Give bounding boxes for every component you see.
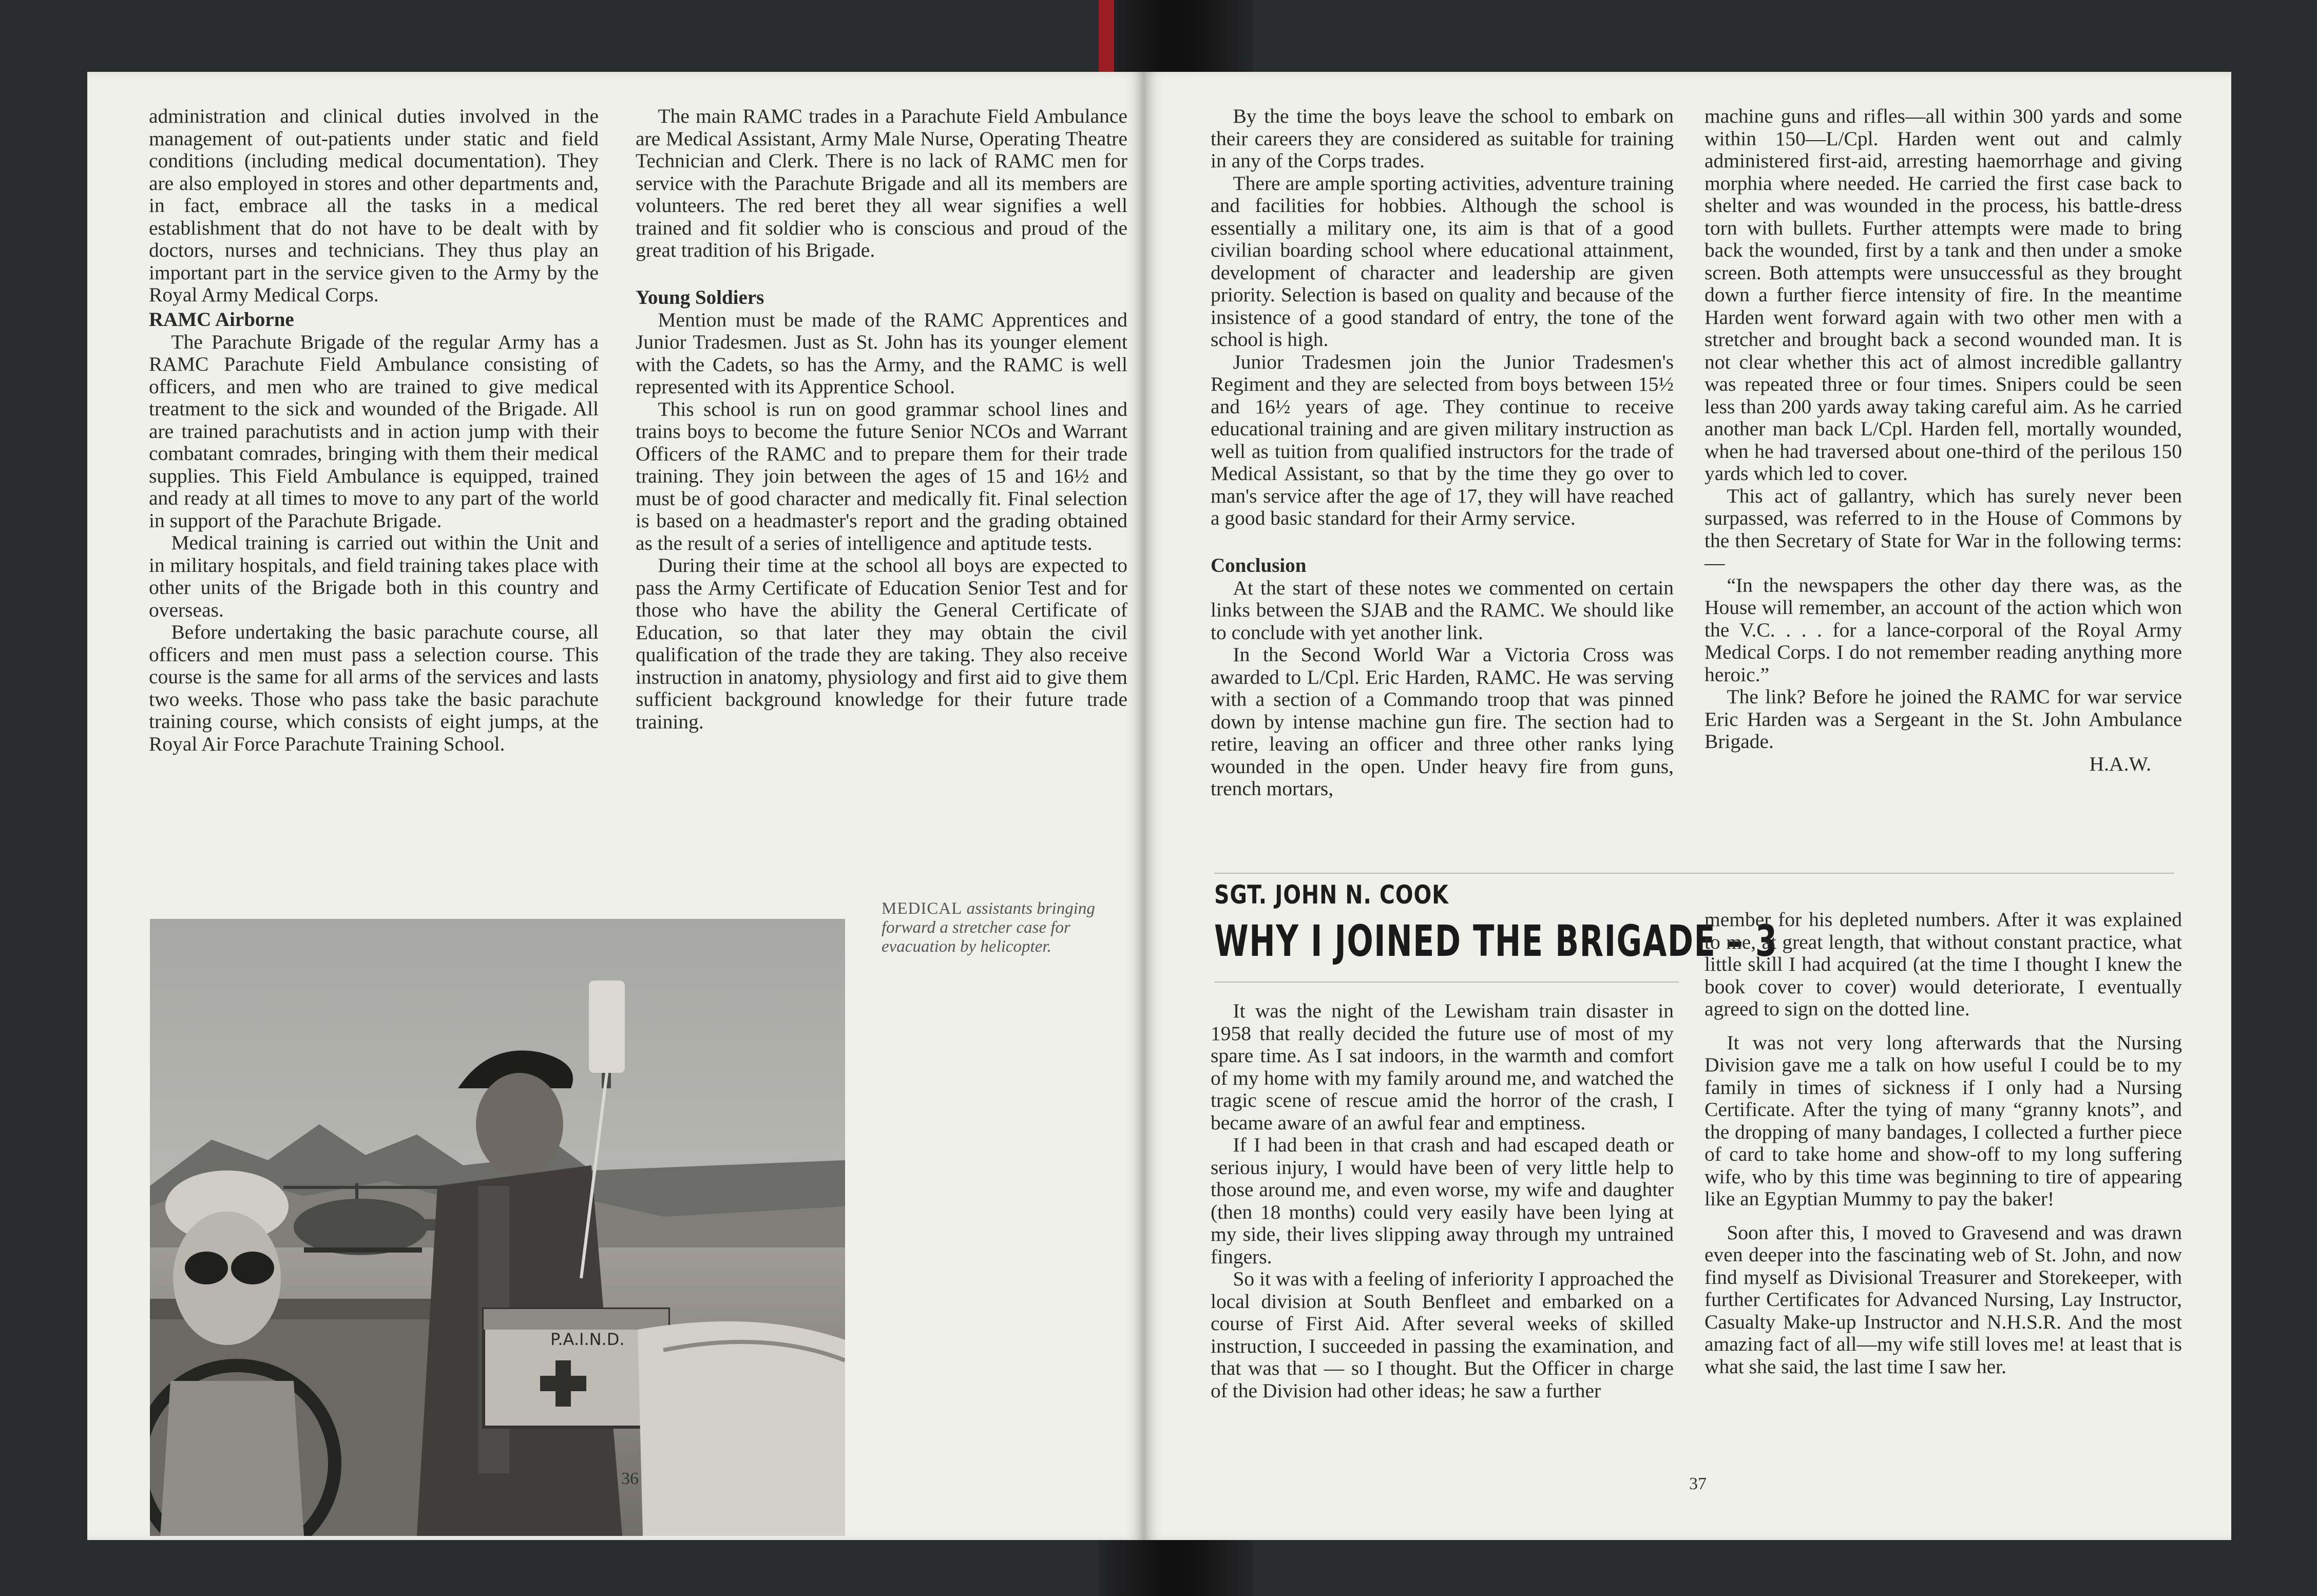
paragraph: machine guns and rifles—all within 300 yards and some within 150—L/Cpl. Harden went out and calmly administered first-aid, arresting haemorrhage and giving morphia where needed. He carried the first case back to shelter and was wounded in the process, his battle-dress torn with bullets. Further attempts were made to bring back the wounded, first by a tank and then under a smoke screen. Both attempts were unsuccessful as they brought down a further fierce intensity of fire. In the meantime Harden went forward again with two other men with a stretcher and brought back a second wounded man. It is not clear whether this act of almost incredible gallantry was repeated three or four times. Snipers could be seen less than 200 yards away taking careful aim. As he carried another man back L/Cpl. Harden fell, mortally wounded, when he had traversed about one-third of the perilous 150 yards which led to cover. <box>1705 105 2182 485</box>
paragraph: During their time at the school all boys are expected to pass the Army Certificate of Education Senior Test and for those who have the ability the General Certificate of Education, so that later they may obtain the civil qualification of the trade they are taking. They also receive instruction in anatomy, physiology and first aid to give them sufficient background knowledge for their future trade training. <box>636 554 1127 733</box>
paragraph: Medical training is carried out within the Unit and in military hospitals, and field training takes place with other units of the Brigade both in this country and overseas. <box>149 531 599 621</box>
paragraph: Junior Tradesmen join the Junior Tradesmen's Regiment and they are selected from boys between 15½ and 16½ years of age. They continue to receive educational training and are given military instruction as well as tuition from qualified instructors for the trade of Medical Assistant, so that by the time they go over to man's service after the age of 17, they will have reached a good basic standard for their Army service. <box>1211 350 1674 529</box>
author-initials: H.A.W. <box>2089 752 2151 775</box>
headline-rule <box>1214 982 1679 983</box>
article-headline: WHY I JOINED THE BRIGADE – 3 <box>1214 916 1778 966</box>
paragraph: Mention must be made of the RAMC Apprentices and Junior Tradesmen. Just as St. John has its younger element with the Cadets, so has the Army, and the RAMC is well represented with its Apprentice School. <box>636 308 1127 398</box>
article-column-2 <box>1705 909 2182 1378</box>
paragraph: The Parachute Brigade of the regular Army has a RAMC Parachute Field Ambulance consisting of officers, and men who are trained to give medical treatment to the sick and wounded of the Brigade. All are trained parachutists and in action jump with their combatant comrades, bringing with them their medical supplies. This Field Ambulance is equipped, trained and ready at all times to move to any part of the world in support of the Parachute Brigade. <box>149 330 599 532</box>
section-heading: RAMC Airborne <box>149 308 294 331</box>
paragraph: Soon after this, I moved to Gravesend and was drawn even deeper into the fascinating web of St. John, and now find myself as Divisional Treasurer and Storekeeper, with further Certificates for Advanced Nursing, Lay Instructor, Casualty Make-up Instructor and N.H.S.R. And the most amazing fact of all—my wife still loves me! at least that is what she said, the last time I saw her. <box>1705 1221 2182 1378</box>
left-page-column-1 <box>149 105 599 755</box>
right-page-column-1 <box>1211 105 1674 800</box>
photo-caption <box>882 899 1123 956</box>
paragraph: member for his depleted numbers. After it was explained to me, at great length, that without constant practice, what little skill I had acquired (at the time I thought I knew the book cover to cover) would deteriorate, I eventually agreed to sign on the dotted line. <box>1705 908 2182 1020</box>
page-number-left: 36 <box>621 1469 639 1488</box>
paragraph: The link? Before he joined the RAMC for war service Eric Harden was a Sergeant in the St. John Ambulance Brigade. <box>1705 685 2182 753</box>
paragraph: The main RAMC trades in a Parachute Field Ambulance are Medical Assistant, Army Male Nurse, Operating Theatre Technician and Clerk. There is no lack of RAMC men for service with the Parachute Brigade and all its members are volunteers. The red beret they all wear signifies a well trained and fit soldier who is conscious and proud of the great tradition of his Brigade. <box>636 105 1127 261</box>
paragraph: So it was with a feeling of inferiority I approached the local division at South Benfleet and embarked on a course of First Aid. After several weeks of skilled instruction, I succeeded in passing the examination, and that was that — so I thought. But the Officer in charge of the Division had other ideas; he saw a further <box>1211 1267 1674 1402</box>
section-divider <box>1214 873 2174 874</box>
left-page-column-2 <box>636 105 1127 733</box>
photo-illustration <box>150 919 845 1536</box>
bookmark-ribbon <box>1099 0 1114 82</box>
paragraph: It was the night of the Lewisham train disaster in 1958 that really decided the future use of most of my spare time. As I sat indoors, in the warmth and comfort of my home with my family around me, and watched the tragic scene of rescue amid the horror of the crash, I became aware of an awful fear and emptiness. <box>1211 999 1674 1134</box>
article-column-1 <box>1211 1000 1674 1402</box>
paragraph: administration and clinical duties involved in the management of out-patients under static and field conditions (including medical documentation). They are also employed in stores and other departments and, in fact, embrace all the tasks in a medical establishment that do not have to be dealt with by doctors, nurses and technicians. They thus play an important part in the service given to the Army by the Royal Army Medical Corps. <box>149 105 599 306</box>
medical-assistants-photo <box>150 919 845 1536</box>
box-label: P.A.I.N.D. <box>550 1330 625 1349</box>
paragraph: “In the newspapers the other day there was, as the House will remember, an account of the action which won the V.C. . . . for a lance-corporal of the Royal Army Medical Corps. I do not remember reading anything more heroic.” <box>1705 573 2182 686</box>
section-heading: Young Soldiers <box>636 286 764 309</box>
paragraph: In the Second World War a Victoria Cross was awarded to L/Cpl. Eric Harden, RAMC. He was serving with a section of a Commando troop that was pinned down by intense machine gun fire. The section had to retire, leaving an officer and three other ranks lying wounded in the open. Under heavy fire from guns, trench mortars, <box>1211 643 1674 800</box>
caption-lead: MEDICAL <box>882 899 963 918</box>
paragraph: This school is run on good grammar school lines and trains boys to become the future Senior NCOs and Warrant Officers of the RAMC and to prepare them for their trade training. They join between the ages of 15 and 16½ and must be of good character and medically fit. Final selection is based on a headmaster's report and the grading obtained as the result of a series of intelligence and aptitude tests. <box>636 397 1127 554</box>
paragraph: It was not very long afterwards that the Nursing Division gave me a talk on how useful I could be to my family in times of sickness if I only had a Nursing Certificate. After the tying of many “granny knots”, and the dropping of many bandages, I collected a further piece of card to take home and show-off to my long suffering wife, who by this time was beginning to tire of appearing like an Egyptian Mummy to pay the baker! <box>1705 1031 2182 1210</box>
paragraph: If I had been in that crash and had escaped death or serious injury, I would have been of very little help to those around me, and even worse, my wife and daughter (then 18 months) could very easily have been lying at my side, their lives slipping away through my untrained fingers. <box>1211 1133 1674 1268</box>
stretcher-shape <box>638 1321 845 1536</box>
page-number-right: 37 <box>1689 1474 1707 1493</box>
paragraph: There are ample sporting activities, adventure training and facilities for hobbies. Although the school is essentially a military one, its aim is that of a good civilian boarding school where educational attainment, development of character and leadership are given priority. Selection is based on quality and because of the insistence of a good standard of entry, the tone of the school is high. <box>1211 171 1674 351</box>
section-heading: Conclusion <box>1211 554 1307 576</box>
paragraph: This act of gallantry, which has surely never been surpassed, was referred to in the House of Commons by the then Secretary of State for War in the following terms:— <box>1705 484 2182 574</box>
right-page-column-2 <box>1705 105 2182 775</box>
paragraph: At the start of these notes we commented on certain links between the SJAB and the RAMC. We should like to conclude with yet another link. <box>1211 576 1674 644</box>
paragraph: Before undertaking the basic parachute course, all officers and men must pass a selection course. This course is the same for all arms of the services and lasts two weeks. Those who pass take the basic parachute training course, which consists of eight jumps, at the Royal Air Force Parachute Training School. <box>149 621 599 755</box>
article-byline: SGT. JOHN N. COOK <box>1214 880 1449 910</box>
caption-text: assistants bringing forward a stretcher case for evacuation by helicopter. <box>882 899 1095 956</box>
paragraph: By the time the boys leave the school to embark on their careers they are considered as suitable for training in any of the Corps trades. <box>1211 105 1674 172</box>
